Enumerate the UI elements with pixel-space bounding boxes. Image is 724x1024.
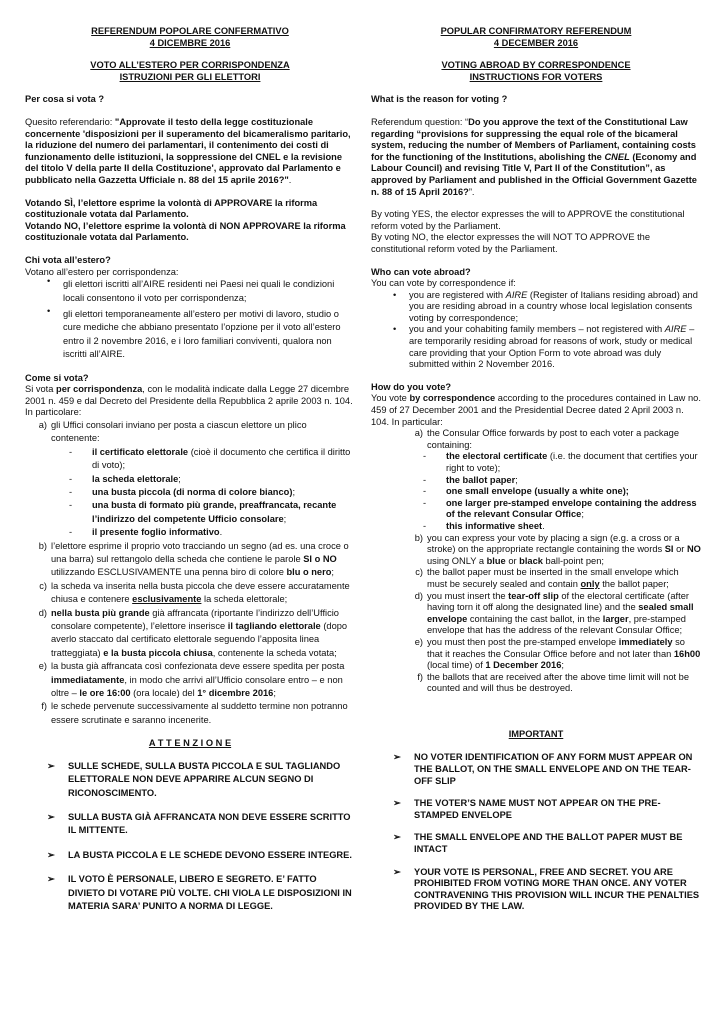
step-key: e) xyxy=(414,636,423,647)
list-item xyxy=(371,324,701,370)
step-text: of the electoral certificate (after having torn it off along the designated line) and the xyxy=(427,590,689,613)
list-item xyxy=(371,798,701,821)
arrow-icon: ➢ xyxy=(393,798,401,809)
arrow-icon: ➢ xyxy=(47,760,55,771)
step-bold: 1 December 2016 xyxy=(485,660,562,671)
dash-mark: - xyxy=(423,497,427,508)
step-text: or xyxy=(673,544,687,555)
subtitle-line-1: VOTO ALL’ESTERO PER CORRISPONDENZA xyxy=(90,60,290,71)
section-heading-how: How do you vote? xyxy=(371,381,452,392)
list-item xyxy=(25,278,355,305)
list-item xyxy=(25,849,355,862)
subtitle-line-1: VOTING ABROAD BY CORRESPONDENCE xyxy=(441,60,631,71)
step-bold: blu o nero xyxy=(286,567,332,578)
step-d xyxy=(25,607,355,661)
step-e xyxy=(401,637,701,672)
step-bold: SI xyxy=(664,544,674,555)
item-text: (cioè il documento che certifica il diritto di voto); xyxy=(92,446,351,471)
step-bold: 16h00 xyxy=(673,648,701,659)
dash-mark: - xyxy=(69,500,73,511)
step-text: gli Uffici consolari inviano per posta a ciascun elettore un plico contenente: xyxy=(51,419,307,444)
item-bold: il presente foglio informativo xyxy=(92,527,220,538)
list-item xyxy=(371,752,701,787)
referendum-question xyxy=(25,117,355,187)
step-bold: only xyxy=(580,578,600,589)
arrow-icon: ➢ xyxy=(47,812,55,823)
step-text: ; xyxy=(331,567,334,578)
vote-yes-text: Votando SÌ, l’elettore esprime la volontà di APPROVARE la riforma costituzionale votata dal Parlamento. xyxy=(25,197,318,220)
step-text: , pre-stamped envelope that has the address of the relevant Consular Office; xyxy=(427,613,686,636)
how-steps xyxy=(25,419,355,727)
item-bold: il certificato elettorale xyxy=(92,446,189,457)
step-text: la scheda elettorale; xyxy=(201,594,288,605)
how-bold: by correspondence xyxy=(409,393,496,404)
step-bold: e la busta piccola chiusa xyxy=(103,647,213,658)
step-key: f) xyxy=(417,671,423,682)
question-intro: Quesito referendario: xyxy=(25,116,115,127)
step-bold: sealed small envelope xyxy=(427,602,694,624)
item-text: (i.e. the document that certifies your right to vote); xyxy=(446,451,698,473)
title-line-1: POPULAR CONFIRMATORY REFERENDUM xyxy=(440,26,632,36)
step-bold: il tagliando elettorale xyxy=(227,621,321,631)
section-heading-who: Chi vota all’estero? xyxy=(25,254,111,265)
how-text: You vote xyxy=(371,393,410,404)
step-text: the Consular Office forwards by post to each voter a package containing: xyxy=(427,428,680,450)
item-text: . xyxy=(219,527,223,538)
list-item-text: AIRE xyxy=(664,324,687,335)
step-text: , in modo che arrivi all’Ufficio consolare entro – e non oltre – xyxy=(51,674,343,699)
step-bold: black xyxy=(519,555,543,566)
list-item-text: SULLE SCHEDE, SULLA BUSTA PICCOLA E SUL TAGLIANDO ELETTORALE NON DEVE APPARIRE ALCUN SEGNO DI RICONOSCIMENTO. xyxy=(68,760,341,798)
step-f xyxy=(25,700,355,727)
dash-mark: - xyxy=(69,486,73,497)
dash-mark: - xyxy=(69,473,73,484)
list-item xyxy=(405,451,701,474)
list-item xyxy=(25,873,355,913)
how-steps xyxy=(401,428,701,695)
list-item-text: SULLA BUSTA GIÀ AFFRANCATA NON DEVE ESSERE SCRITTO IL MITTENTE. xyxy=(68,812,351,836)
arrow-icon: ➢ xyxy=(47,849,55,860)
list-item xyxy=(51,486,355,499)
how-text: , con le modalità indicate dalla Legge 27 dicembre 2001 n. 459 e dal Decreto del Presidente della Repubblica 2 aprile 2003 n. 104. In particolare: xyxy=(25,384,353,418)
vote-yes-text: By voting YES, the elector expresses the will to APPROVE the constitutional reform voted by the Parliament. xyxy=(371,209,685,231)
how-text: Si vota xyxy=(25,384,57,395)
list-item xyxy=(371,867,701,913)
section-heading-how: Come si vota? xyxy=(25,372,89,383)
dash-mark: - xyxy=(69,446,73,457)
step-key: b) xyxy=(414,532,423,543)
step-bold: tear-off slip xyxy=(508,590,559,601)
question-text: CNEL xyxy=(604,151,630,162)
bullet-icon: • xyxy=(393,324,397,335)
step-text: you must insert the xyxy=(427,590,509,601)
question-end: ”. xyxy=(468,186,475,197)
who-intro: You can vote by correspondence if: xyxy=(371,278,516,289)
how-intro xyxy=(25,384,355,419)
step-c xyxy=(25,580,355,607)
item-bold: this informative sheet xyxy=(446,520,543,531)
how-text: according to the procedures contained in Law no. 459 of 27 December 2001 and the Presidential Decree dated 2 April 2003 n. 104. In particular: xyxy=(371,393,701,427)
list-item-text: gli elettori temporaneamente all’estero per motivi di lavoro, studio o cure mediche che abbiano presentato l’opzione per il voto all’estero entro il 2 novembre 2016, e i loro familiari conviventi, qualora non iscritti all’AIRE. xyxy=(63,308,341,360)
arrow-icon: ➢ xyxy=(47,874,55,885)
step-text: (dopo averlo staccato dal certificato elettorale seguendo l’apposita linea tratteggiata) xyxy=(51,621,348,658)
title-date: 4 DECEMBER 2016 xyxy=(493,37,579,48)
item-bold: una busta di formato più grande, preaffrancata, recante l’indirizzo del competente Ufficio consolare xyxy=(92,500,337,524)
list-item xyxy=(51,499,355,526)
step-text: ball-point pen; xyxy=(542,555,604,566)
title-line-1: REFERENDUM POPOLARE CONFERMATIVO xyxy=(91,26,289,36)
step-key: e) xyxy=(38,661,47,672)
list-item xyxy=(51,526,355,539)
item-bold: one larger pre-stamped envelope containing the address of the relevant Consular Office xyxy=(446,497,697,520)
list-item-text: THE SMALL ENVELOPE AND THE BALLOT PAPER MUST BE INTACT xyxy=(414,832,683,855)
step-bold: immediately xyxy=(618,636,673,647)
list-item xyxy=(371,832,701,855)
important-title: IMPORTANT xyxy=(508,728,564,739)
vote-no-text: By voting NO, the elector expresses the will NOT TO APPROVE the constitutional reform voted by the Parliament. xyxy=(371,232,651,254)
step-text: so that it reaches the Consular Office before and not later than xyxy=(427,636,685,659)
step-key: b) xyxy=(38,540,47,551)
bullet-icon: • xyxy=(393,289,397,300)
item-text: ; xyxy=(178,473,181,484)
list-item xyxy=(371,290,701,325)
step-text: , contenente la scheda votata; xyxy=(212,647,337,658)
list-item xyxy=(405,498,701,521)
step-text: (ora locale) del xyxy=(130,688,198,699)
bullet-icon: • xyxy=(47,305,51,316)
subtitle-line-2: ISTRUZIONI PER GLI ELETTORI xyxy=(119,71,261,82)
step-bold: NO xyxy=(686,544,701,555)
list-item-text: NO VOTER IDENTIFICATION OF ANY FORM MUST APPEAR ON THE BALLOT, ON THE SMALL ENVELOPE AND ON THE TEAR-OFF SLIP xyxy=(414,752,693,786)
item-bold: una busta piccola (di norma di colore bianco) xyxy=(92,486,293,497)
step-bold: blue xyxy=(486,555,506,566)
step-key: d) xyxy=(38,607,47,618)
dash-mark: - xyxy=(423,486,427,497)
list-item xyxy=(25,811,355,838)
item-bold: the ballot paper xyxy=(446,474,516,485)
section-heading-what: Per cosa si vota ? xyxy=(25,94,105,105)
bullet-icon: • xyxy=(47,276,51,287)
step-text: (local time) of xyxy=(427,660,486,671)
question-text: Do you approve the text of the Constitutional Law regarding “provisions for suppressing the equal role of the bicameral system, reducing the number of Members of Parliament, containing costs for the functioning of the Institutions, abolishing the xyxy=(371,116,696,162)
step-text: la busta già affrancata così confezionata deve essere spedita per posta xyxy=(51,661,345,672)
how-bold: per corrispondenza xyxy=(56,384,143,395)
attention-title: A T T E N Z I O N E xyxy=(148,738,232,749)
dash-mark: - xyxy=(423,451,427,462)
item-text: . xyxy=(542,520,545,531)
vote-no-text: Votando NO, l’elettore esprime la volontà di NON APPROVARE la riforma costituzionale votata dal Parlamento. xyxy=(25,220,346,243)
step-c xyxy=(401,567,701,590)
list-item xyxy=(405,521,701,533)
section-heading-what: What is the reason for voting ? xyxy=(371,94,508,105)
step-text: containing the cast ballot, in the xyxy=(467,613,603,624)
item-bold: one small envelope (usually a white one); xyxy=(446,486,629,497)
step-text: già affrancata (riportante l’indirizzo dell’Ufficio consolare competente), l’elettore inserisce xyxy=(51,607,339,631)
list-item-text: – are temporarily residing abroad for reasons of work, study or medical care providing that your Option Form to vote abroad was duly submitted within 2 November 2016. xyxy=(409,324,695,370)
step-text: the ballot paper must be inserted in the small envelope which must be securely sealed and contain xyxy=(427,567,679,589)
attention-list xyxy=(25,760,355,914)
step-text: la scheda va inserita nella busta piccola che deve essere accuratamente chiusa e contenere xyxy=(51,580,350,605)
list-item xyxy=(25,305,355,362)
italian-column xyxy=(25,26,355,925)
english-column xyxy=(371,26,701,924)
step-bold: nella busta più grande xyxy=(51,607,150,618)
list-item xyxy=(25,760,355,800)
package-contents xyxy=(405,451,701,532)
item-text: ; xyxy=(515,474,518,485)
package-contents xyxy=(51,446,355,540)
step-text: ; xyxy=(561,660,564,671)
item-bold: the electoral certificate xyxy=(446,451,548,462)
step-text: the ballots that are received after the above time limit will not be counted and will thus be destroyed. xyxy=(427,671,689,694)
list-item-text: YOUR VOTE IS PERSONAL, FREE AND SECRET. YOU ARE PROHIBITED FROM VOTING MORE THAN ONCE. ANY VOTER CONTRAVENING THIS PROVISION WILL INCUR THE PENALTIES PROVIDED BY THE LAW. xyxy=(414,866,700,912)
arrow-icon: ➢ xyxy=(393,866,401,877)
list-item-text: IL VOTO È PERSONALE, LIBERO E SEGRETO. E’ FATTO DIVIETO DI VOTARE PIÙ VOLTE. CHI VIOLA LE DISPOSIZIONI IN MATERIA SARA’ PUNITO A NORMA DI LEGGE. xyxy=(68,874,352,912)
step-text: le schede pervenute successivamente al suddetto termine non potranno essere scrutinate e saranno incenerite. xyxy=(51,701,348,725)
arrow-icon: ➢ xyxy=(393,832,401,843)
list-item-text: gli elettori iscritti all’AIRE residenti nei Paesi nei quali le condizioni locali consentono il voto per corrispondenza; xyxy=(63,279,335,303)
step-bold: larger xyxy=(602,613,629,624)
who-list xyxy=(25,278,355,361)
dash-mark: - xyxy=(423,520,427,531)
who-intro: Votano all’estero per corrispondenza: xyxy=(25,266,179,277)
step-text: using ONLY a xyxy=(427,555,487,566)
step-key: c) xyxy=(39,580,47,591)
step-b xyxy=(401,533,701,568)
step-text: you must then post the pre-stamped envelope xyxy=(427,636,619,647)
step-a xyxy=(25,419,355,540)
list-item-text: LA BUSTA PICCOLA E LE SCHEDE DEVONO ESSERE INTEGRE. xyxy=(68,849,352,860)
step-key: d) xyxy=(414,590,423,601)
step-a xyxy=(401,428,701,532)
who-list xyxy=(371,290,701,371)
step-e xyxy=(25,660,355,700)
step-bold: SI o NO xyxy=(303,553,337,564)
question-intro: Referendum question: “ xyxy=(371,116,469,127)
section-heading-who: Who can vote abroad? xyxy=(371,266,471,277)
step-bold: immediatamente xyxy=(51,674,125,685)
list-item-text: THE VOTER’S NAME MUST NOT APPEAR ON THE PRE-STAMPED ENVELOPE xyxy=(414,798,661,820)
list-item xyxy=(51,446,355,473)
list-item-text: you are registered with xyxy=(409,289,506,300)
title-date: 4 DICEMBRE 2016 xyxy=(149,37,231,48)
list-item-text: you and your cohabiting family members – not registered with xyxy=(409,324,665,335)
step-key: c) xyxy=(415,567,423,578)
step-bold: esclusivamente xyxy=(132,594,202,605)
step-text: you can express your vote by placing a sign (e.g. a cross or a stroke) on the appropriate rectangle containing the words xyxy=(427,532,680,555)
how-intro xyxy=(371,393,701,428)
item-text: ; xyxy=(292,486,296,497)
step-text: ; xyxy=(273,688,276,699)
list-item xyxy=(405,475,701,487)
item-text: ; xyxy=(283,513,287,524)
step-bold: 1° dicembre 2016 xyxy=(197,688,274,699)
referendum-question xyxy=(371,117,701,198)
list-item-text: AIRE xyxy=(505,289,528,300)
important-list xyxy=(371,752,701,913)
step-text: utilizzando ESCLUSIVAMENTE una penna biro di colore xyxy=(51,567,287,578)
subtitle-line-2: INSTRUCTIONS FOR VOTERS xyxy=(469,71,603,82)
item-bold: la scheda elettorale xyxy=(92,473,179,484)
question-end: . xyxy=(288,174,292,185)
step-key: a) xyxy=(414,428,423,439)
dash-mark: - xyxy=(423,474,427,485)
question-text: (Economy and Labour Council) and revising Title V, Part II of the Constitution”, as approved by Parliament and published in the Official Government Gazette n. 88 of 15 April 2016? xyxy=(371,151,697,197)
step-text: or xyxy=(505,555,520,566)
item-text: ; xyxy=(581,509,584,520)
dash-mark: - xyxy=(69,527,73,538)
question-text: "Approvate il testo della legge costituzionale concernente 'disposizioni per il superamento del bicameralismo paritario, la riduzione del numero dei parlamentari, il contenimento dei costi di funzionamento delle istituzioni, la soppressione del CNEL e la revisione del titolo V della parte II della Costituzione', approvato dal Parlamento e pubblicato nella Gazzetta Ufficiale n. 88 del 15 aprile 2016?" xyxy=(25,116,351,185)
step-b xyxy=(25,540,355,580)
step-f xyxy=(401,672,701,695)
step-bold: le ore 16:00 xyxy=(79,688,131,699)
step-key: f) xyxy=(41,701,47,712)
list-item xyxy=(51,473,355,486)
list-item xyxy=(405,486,701,498)
list-item-text: (Register of Italians residing abroad) and you are residing abroad in a country whose local legislation consents voting by correspondence; xyxy=(409,289,698,323)
step-text: l’elettore esprime il proprio voto tracciando un segno (ad es. una croce o una barra) sul rettangolo della scheda che contiene le parole xyxy=(51,540,349,564)
step-text: the ballot paper; xyxy=(599,578,669,589)
arrow-icon: ➢ xyxy=(393,752,401,763)
step-key: a) xyxy=(38,419,47,430)
step-d xyxy=(401,591,701,637)
